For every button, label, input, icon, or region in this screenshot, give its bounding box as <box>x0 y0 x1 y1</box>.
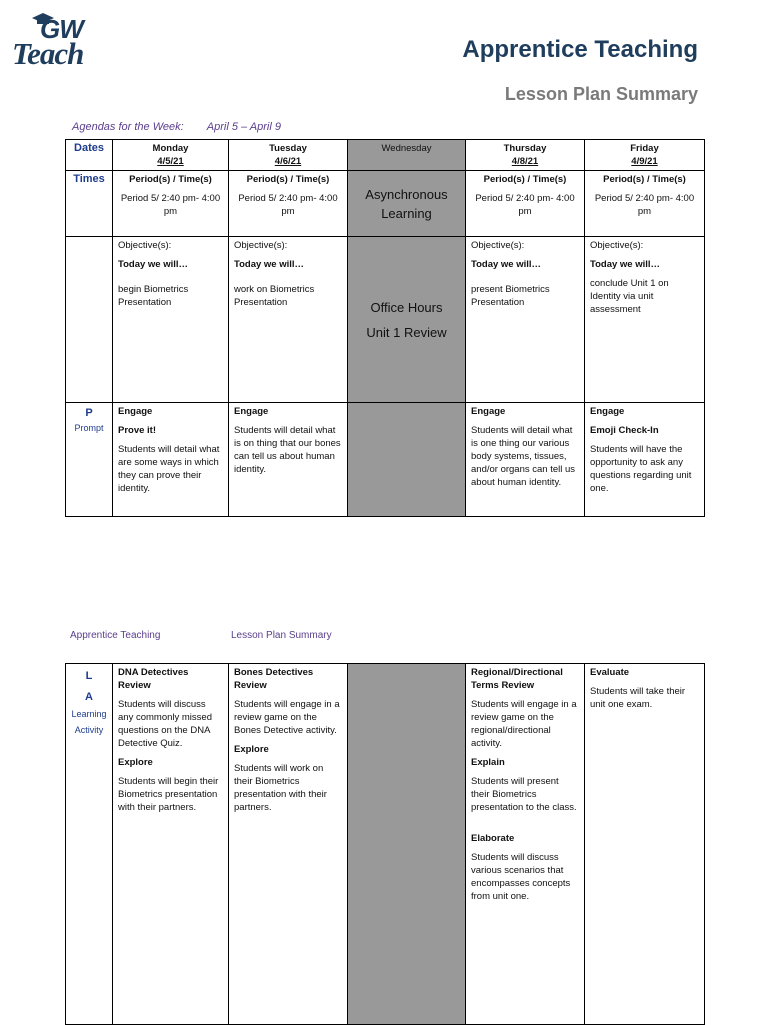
page-title: Apprentice Teaching <box>462 36 698 63</box>
period-time: Period 5/ 2:40 pm- 4:00 pm <box>120 193 221 217</box>
prompt-row <box>66 403 705 517</box>
activity-word: Activity <box>74 725 104 735</box>
period-time: Period 5/ 2:40 pm- 4:00 pm <box>238 193 338 217</box>
prompt-subheading: Emoji Check-In <box>590 425 659 436</box>
day-header-wednesday <box>348 140 466 171</box>
times-row <box>66 171 705 237</box>
objectives-label-cell <box>66 237 113 403</box>
page-subtitle: Lesson Plan Summary <box>504 84 698 104</box>
objective-label: Objective(s): <box>471 240 525 251</box>
learning-word: Learning <box>71 709 107 719</box>
prompt-text: Students will detail what is one thing our various body systems, tissues, and/or organs can tell us about human identity. <box>471 425 576 488</box>
objective-friday <box>585 237 705 403</box>
footer-left: Apprentice Teaching <box>70 630 161 641</box>
activity-heading: Bones Detectives Review <box>234 667 314 691</box>
activity-thursday <box>466 664 585 1025</box>
prompt-text: Students will detail what are some ways in which they can prove their identity. <box>118 444 220 494</box>
dates-row <box>66 140 705 171</box>
l-letter: L <box>85 670 93 682</box>
a-letter: A <box>85 691 93 703</box>
objective-label: Objective(s): <box>234 240 288 251</box>
day-name: Thursday <box>503 143 547 154</box>
prompt-monday <box>113 403 229 517</box>
objective-text: conclude Unit 1 on Identity via unit assessment <box>590 278 669 315</box>
today-label: Today we will… <box>118 259 189 270</box>
activity-heading: DNA Detectives Review <box>118 667 189 691</box>
period-time: Period 5/ 2:40 pm- 4:00 pm <box>594 193 695 217</box>
activity-wednesday <box>348 664 466 1025</box>
day-name: Monday <box>152 143 189 154</box>
activity-heading: Evaluate <box>590 667 630 678</box>
objective-wednesday <box>348 237 466 403</box>
objective-label: Objective(s): <box>118 240 172 251</box>
day-date: 4/9/21 <box>631 156 658 167</box>
times-wednesday: Asynchronous Learning <box>348 171 466 237</box>
objectives-row <box>66 237 705 403</box>
times-friday <box>585 171 705 237</box>
prompt-text: Students will have the opportunity to ask any questions regarding unit one. <box>590 444 692 494</box>
day-name: Friday <box>630 143 659 154</box>
period-header: Period(s) / Time(s) <box>129 174 212 185</box>
engage-label: Engage <box>471 406 506 417</box>
agenda-label: Agendas for the Week: <box>72 121 184 133</box>
period-time: Period 5/ 2:40 pm- 4:00 pm <box>475 193 575 217</box>
engage-label: Engage <box>590 406 625 417</box>
objective-tuesday <box>229 237 348 403</box>
activity-text: Students will engage in a review game on the regional/directional activity. <box>471 699 577 749</box>
engage-label: Engage <box>234 406 269 417</box>
footer-right: Lesson Plan Summary <box>231 630 332 641</box>
prompt-subheading: Prove it! <box>118 425 157 436</box>
prompt-text: Students will detail what is on thing that our bones can tell us about human identity. <box>234 425 341 475</box>
today-label: Today we will… <box>590 259 661 270</box>
day-name: Wednesday <box>381 143 432 154</box>
activity-text: Students will discuss any commonly missed questions on the DNA Detective Quiz. <box>118 699 212 749</box>
activity-text: Students will discuss various scenarios that encompasses concepts from unit one. <box>471 852 571 902</box>
today-label: Today we will… <box>471 259 542 270</box>
times-label: Times <box>66 171 113 237</box>
today-label: Today we will… <box>234 259 305 270</box>
activity-text: Students will engage in a review game on the Bones Detective activity. <box>234 699 340 736</box>
day-header-friday <box>585 140 705 171</box>
prompt-thursday <box>466 403 585 517</box>
activity-heading: Elaborate <box>471 833 515 844</box>
logo-teach: Teach <box>12 36 84 71</box>
objective-text: present Biometrics Presentation <box>471 284 550 308</box>
objective-label: Objective(s): <box>590 240 644 251</box>
agenda-range: April 5 – April 9 <box>206 121 281 133</box>
objective-text: begin Biometrics Presentation <box>118 284 189 308</box>
times-monday <box>113 171 229 237</box>
day-date: 4/8/21 <box>511 156 539 167</box>
activity-text: Students will take their unit one exam. <box>590 686 686 710</box>
learning-label-cell <box>66 664 113 1025</box>
prompt-word: Prompt <box>74 423 104 433</box>
objective-text: work on Biometrics Presentation <box>234 284 315 308</box>
activity-heading: Explore <box>234 744 269 755</box>
learning-activity-table <box>65 663 705 1025</box>
unit-review: Unit 1 Review <box>366 324 447 340</box>
agenda-line <box>72 121 281 133</box>
activity-friday <box>585 664 705 1025</box>
day-name: Tuesday <box>269 143 307 154</box>
prompt-friday <box>585 403 705 517</box>
day-date: 4/6/21 <box>274 156 302 167</box>
activity-heading: Explore <box>118 757 153 768</box>
activity-monday <box>113 664 229 1025</box>
objective-monday <box>113 237 229 403</box>
period-header: Period(s) / Time(s) <box>246 174 330 185</box>
learning-activity-row <box>66 664 705 1025</box>
day-header-thursday <box>466 140 585 171</box>
prompt-tuesday <box>229 403 348 517</box>
day-date: 4/5/21 <box>157 156 184 167</box>
activity-text: Students will work on their Biometrics presentation with their partners. <box>234 763 327 813</box>
day-header-monday <box>113 140 229 171</box>
prompt-wednesday <box>348 403 466 517</box>
gwteach-logo <box>12 10 107 71</box>
activity-text: Students will present their Biometrics presentation to the class. <box>471 776 577 813</box>
times-tuesday <box>229 171 348 237</box>
day-header-tuesday <box>229 140 348 171</box>
period-header: Period(s) / Time(s) <box>483 174 567 185</box>
activity-heading: Regional/Directional Terms Review <box>471 667 563 691</box>
engage-label: Engage <box>118 406 153 417</box>
objective-thursday <box>466 237 585 403</box>
logo-gw: GW <box>40 14 83 44</box>
office-hours: Office Hours <box>370 299 443 315</box>
period-header: Period(s) / Time(s) <box>603 174 686 185</box>
p-letter: P <box>85 407 93 419</box>
prompt-label-cell <box>66 403 113 517</box>
dates-label: Dates <box>66 140 113 171</box>
activity-tuesday <box>229 664 348 1025</box>
activity-heading: Explain <box>471 757 505 768</box>
weekly-plan-table <box>65 139 705 517</box>
activity-text: Students will begin their Biometrics presentation with their partners. <box>118 776 219 813</box>
times-thursday <box>466 171 585 237</box>
